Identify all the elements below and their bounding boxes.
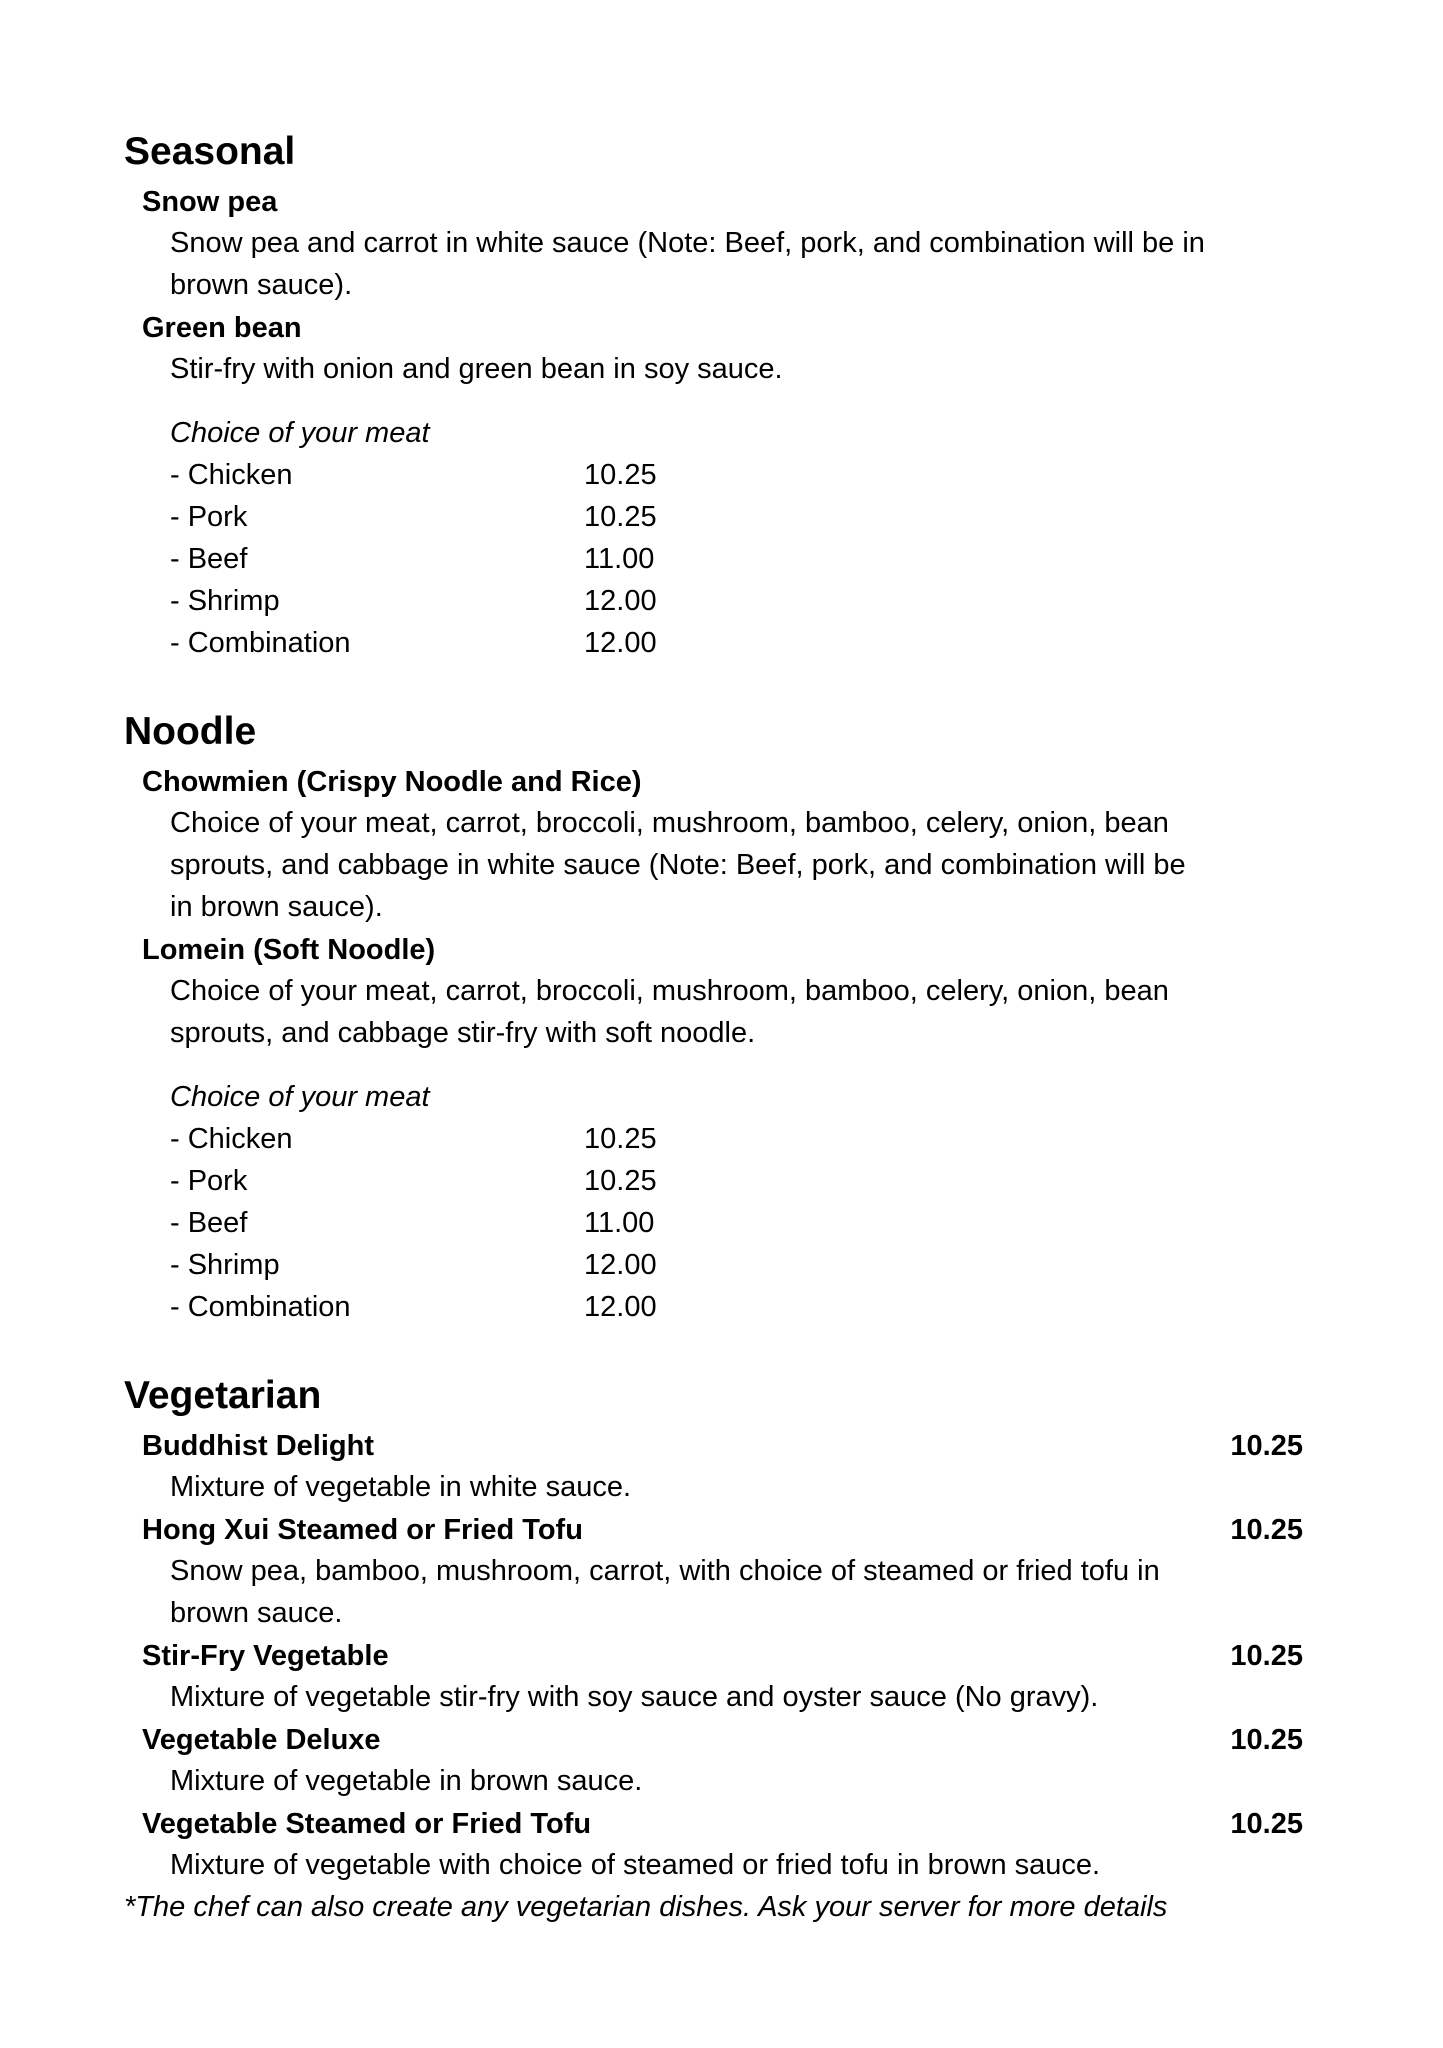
meat-option-price: 10.25 xyxy=(584,501,657,533)
meat-option-price: 10.25 xyxy=(584,1123,657,1155)
desc-line: Mixture of vegetable with choice of steamed or fried tofu in brown sauce. xyxy=(170,1849,1101,1881)
desc-line: brown sauce. xyxy=(170,1597,343,1629)
meat-option-price: 12.00 xyxy=(584,1291,657,1323)
desc-line: Choice of your meat, carrot, broccoli, mushroom, bamboo, celery, onion, bean xyxy=(170,807,1169,839)
item-name-lomein: Lomein (Soft Noodle) xyxy=(142,934,436,966)
item-name-hong-xui-tofu: Hong Xui Steamed or Fried Tofu xyxy=(142,1514,583,1546)
meat-option-price: 11.00 xyxy=(584,1207,655,1239)
meat-option-name: - Beef xyxy=(170,543,248,575)
meat-option-name: - Beef xyxy=(170,1207,248,1239)
desc-line: Mixture of vegetable stir-fry with soy sauce and oyster sauce (No gravy). xyxy=(170,1681,1099,1713)
desc-line: in brown sauce). xyxy=(170,891,383,923)
meat-option-name: - Shrimp xyxy=(170,585,280,617)
meat-option-price: 10.25 xyxy=(584,459,657,491)
meat-option-name: - Pork xyxy=(170,501,248,533)
item-desc-vegetable-tofu xyxy=(170,1844,1320,1886)
item-desc-green-bean xyxy=(170,348,1320,390)
item-desc-lomein xyxy=(170,970,1320,1054)
meat-option-name: - Pork xyxy=(170,1165,248,1197)
desc-line: brown sauce). xyxy=(170,269,353,301)
section-title-noodle: Noodle xyxy=(124,710,257,753)
item-desc-snow-pea xyxy=(170,222,1320,306)
item-desc-buddhist-delight xyxy=(170,1466,1320,1508)
meat-option-name: - Shrimp xyxy=(170,1249,280,1281)
item-name-stir-fry-vegetable: Stir-Fry Vegetable xyxy=(142,1640,389,1672)
item-price-hong-xui-tofu: 10.25 xyxy=(1230,1514,1303,1546)
item-desc-chowmien xyxy=(170,802,1320,928)
item-price-buddhist-delight: 10.25 xyxy=(1230,1430,1303,1462)
vegetarian-footnote: *The chef can also create any vegetarian dishes. Ask your server for more details xyxy=(124,1891,1168,1923)
meat-option-name: - Combination xyxy=(170,627,351,659)
meat-option-name: - Chicken xyxy=(170,1123,293,1155)
desc-line: Snow pea, bamboo, mushroom, carrot, with choice of steamed or fried tofu in xyxy=(170,1555,1160,1587)
item-name-buddhist-delight: Buddhist Delight xyxy=(142,1430,374,1462)
choice-label-seasonal: Choice of your meat xyxy=(170,417,430,449)
item-price-vegetable-deluxe: 10.25 xyxy=(1230,1724,1303,1756)
item-desc-vegetable-deluxe xyxy=(170,1760,1320,1802)
item-price-vegetable-tofu: 10.25 xyxy=(1230,1808,1303,1840)
section-title-seasonal: Seasonal xyxy=(124,130,296,173)
item-desc-stir-fry-vegetable xyxy=(170,1676,1320,1718)
meat-option-name: - Chicken xyxy=(170,459,293,491)
desc-line: Stir-fry with onion and green bean in soy sauce. xyxy=(170,353,783,385)
item-name-green-bean: Green bean xyxy=(142,312,302,344)
desc-line: sprouts, and cabbage stir-fry with soft noodle. xyxy=(170,1017,756,1049)
desc-line: sprouts, and cabbage in white sauce (Note: Beef, pork, and combination will be xyxy=(170,849,1186,881)
desc-line: Snow pea and carrot in white sauce (Note: Beef, pork, and combination will be in xyxy=(170,227,1205,259)
item-name-vegetable-tofu: Vegetable Steamed or Fried Tofu xyxy=(142,1808,592,1840)
item-name-chowmien: Chowmien (Crispy Noodle and Rice) xyxy=(142,766,642,798)
item-desc-hong-xui-tofu xyxy=(170,1550,1320,1634)
meat-option-price: 12.00 xyxy=(584,1249,657,1281)
meat-option-name: - Combination xyxy=(170,1291,351,1323)
meat-option-price: 11.00 xyxy=(584,543,655,575)
desc-line: Mixture of vegetable in brown sauce. xyxy=(170,1765,643,1797)
section-title-vegetarian: Vegetarian xyxy=(124,1374,322,1417)
meat-option-price: 12.00 xyxy=(584,627,657,659)
desc-line: Mixture of vegetable in white sauce. xyxy=(170,1471,632,1503)
item-price-stir-fry-vegetable: 10.25 xyxy=(1230,1640,1303,1672)
desc-line: Choice of your meat, carrot, broccoli, mushroom, bamboo, celery, onion, bean xyxy=(170,975,1169,1007)
meat-option-price: 10.25 xyxy=(584,1165,657,1197)
choice-label-noodle: Choice of your meat xyxy=(170,1081,430,1113)
item-name-vegetable-deluxe: Vegetable Deluxe xyxy=(142,1724,381,1756)
meat-option-price: 12.00 xyxy=(584,585,657,617)
item-name-snow-pea: Snow pea xyxy=(142,186,278,218)
